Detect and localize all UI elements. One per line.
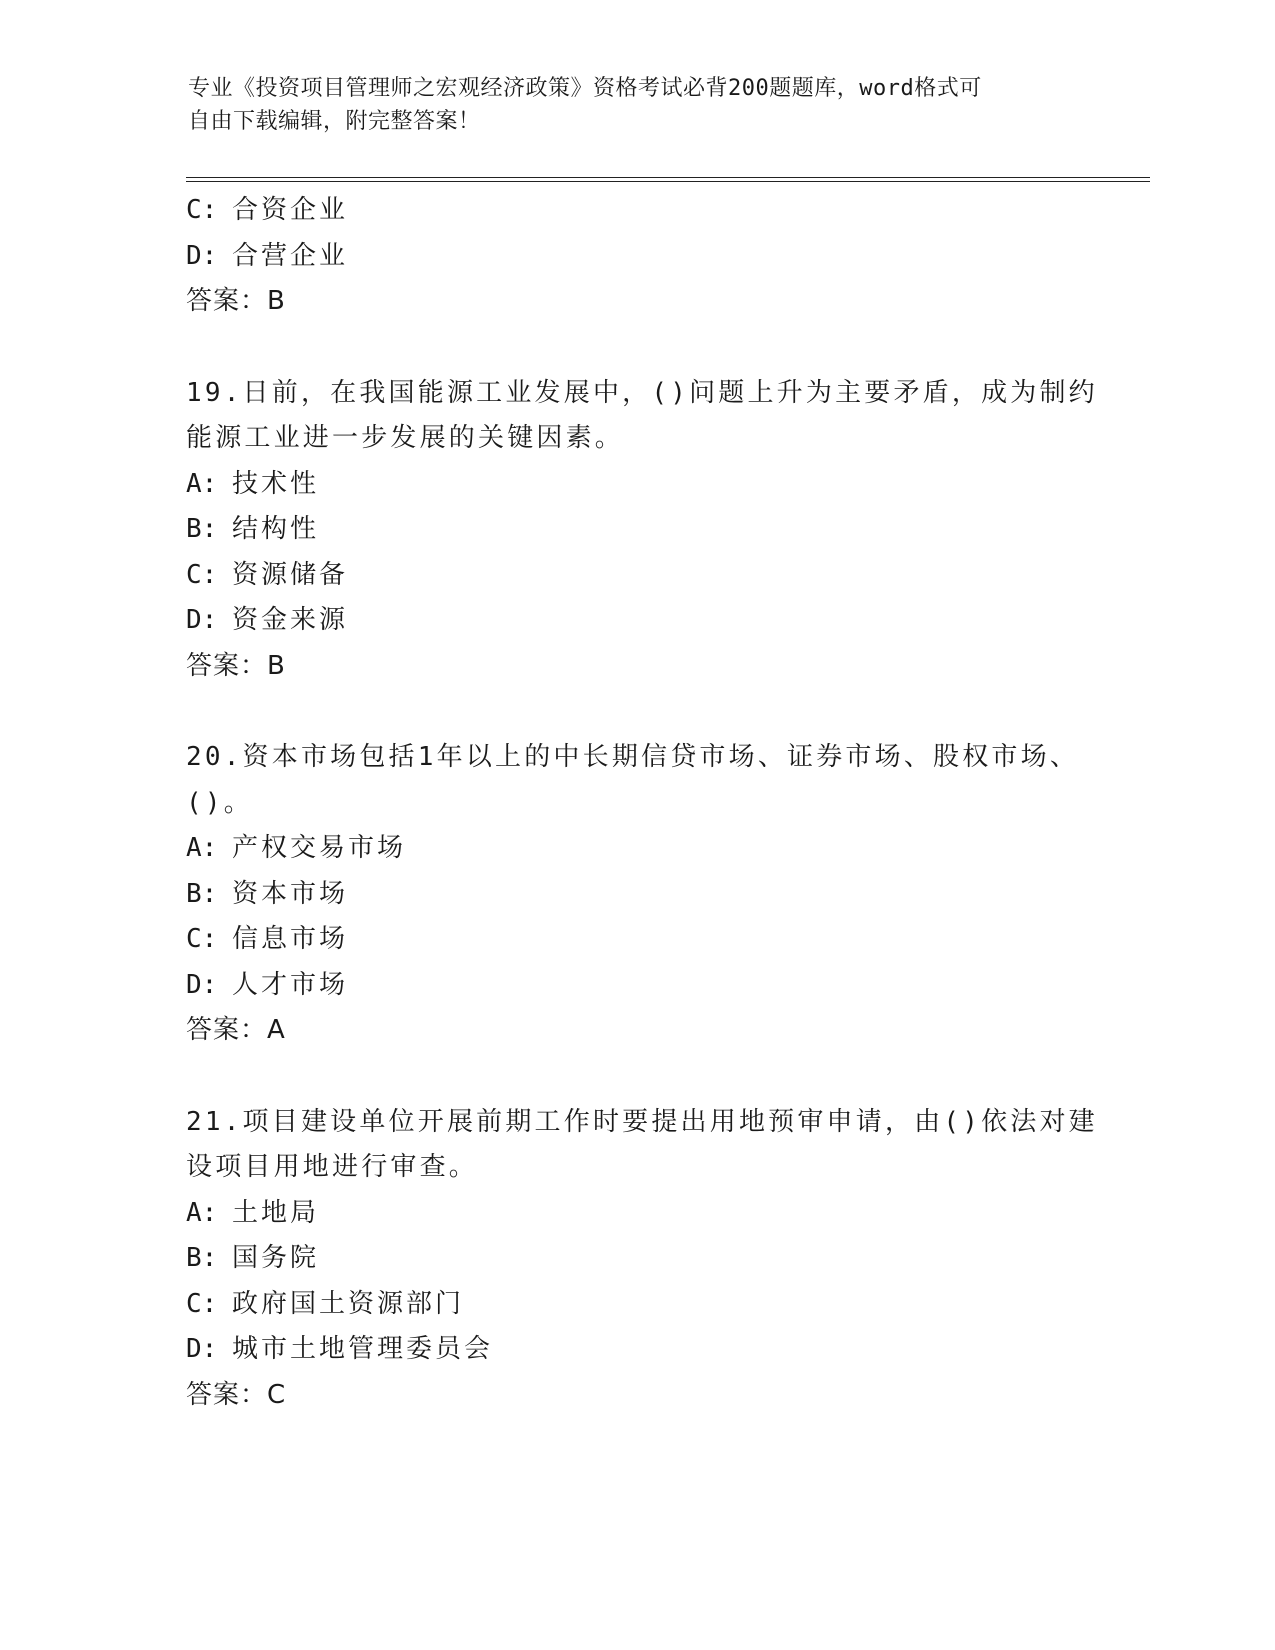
option-text: 产权交易市场 [232, 833, 407, 863]
option-letter: A: [186, 1197, 218, 1228]
option-letter: D: [186, 1334, 218, 1364]
question-21 [186, 1100, 1098, 1419]
option-text: 人才市场 [232, 969, 349, 1000]
question-stem: 能源工业进一步发展的关键因素。 [186, 423, 625, 453]
option-text: 技术性 [232, 468, 320, 499]
option-c [186, 917, 1086, 963]
option-b [186, 1236, 1086, 1282]
option-text: 资本市场 [232, 878, 349, 909]
option-c [186, 553, 1086, 599]
option-letter: A: [186, 833, 218, 863]
question-stem: 19.日前，在我国能源工业发展中，()问题上升为主要矛盾，成为制约 [186, 377, 1098, 408]
option-text: 合营企业 [232, 240, 349, 271]
answer: 答案：C [186, 1379, 287, 1410]
question-20 [186, 735, 1086, 1054]
question-stem: ()。 [186, 787, 253, 818]
option-letter: D: [186, 605, 218, 635]
option-b [186, 507, 1086, 553]
option-text: 资源储备 [232, 559, 349, 590]
answer: 答案：A [186, 1015, 286, 1045]
option-a [186, 462, 1086, 508]
option-text: 城市土地管理委员会 [232, 1334, 494, 1364]
option-letter: A: [186, 468, 218, 499]
option-a [186, 826, 1086, 872]
partial-question [186, 188, 1086, 325]
option-letter: C: [186, 1288, 218, 1319]
option-letter: B: [186, 514, 218, 544]
option-c [186, 1282, 1086, 1328]
option-a [186, 1191, 1086, 1237]
option-d [186, 598, 1086, 644]
question-stem: 20.资本市场包括1年以上的中长期信贷市场、证券市场、股权市场、 [186, 742, 1080, 772]
option-text: 土地局 [232, 1197, 320, 1228]
option-b [186, 872, 1086, 918]
option-letter: C: [186, 924, 218, 954]
header-line-2: 自由下载编辑，附完整答案！ [188, 109, 481, 134]
option-d [186, 1327, 1086, 1373]
option-d [186, 963, 1086, 1009]
header-rule-top [186, 177, 1150, 178]
header-line-1: 专业《投资项目管理师之宏观经济政策》资格考试必背200题题库，word格式可 [188, 76, 982, 101]
question-19 [186, 371, 1098, 690]
question-stem: 设项目用地进行审查。 [186, 1152, 479, 1182]
question-content [186, 188, 1098, 1418]
option-c [186, 188, 1086, 234]
option-text: 合资企业 [232, 195, 349, 225]
option-letter: C: [186, 195, 218, 225]
option-text: 政府国土资源部门 [232, 1288, 465, 1319]
header-rule-bottom [186, 181, 1150, 182]
option-text: 资金来源 [232, 605, 349, 635]
option-text: 结构性 [232, 514, 320, 544]
option-d [186, 234, 1086, 280]
question-stem: 21.项目建设单位开展前期工作时要提出用地预审申请，由()依法对建 [186, 1106, 1098, 1137]
option-letter: C: [186, 559, 218, 590]
option-letter: B: [186, 1243, 218, 1273]
option-text: 信息市场 [232, 924, 349, 954]
option-letter: B: [186, 878, 218, 909]
answer: 答案：B [186, 650, 286, 681]
option-letter: D: [186, 240, 218, 271]
option-text: 国务院 [232, 1243, 320, 1273]
document-header [188, 72, 1088, 138]
option-letter: D: [186, 969, 218, 1000]
answer: 答案：B [186, 286, 286, 316]
